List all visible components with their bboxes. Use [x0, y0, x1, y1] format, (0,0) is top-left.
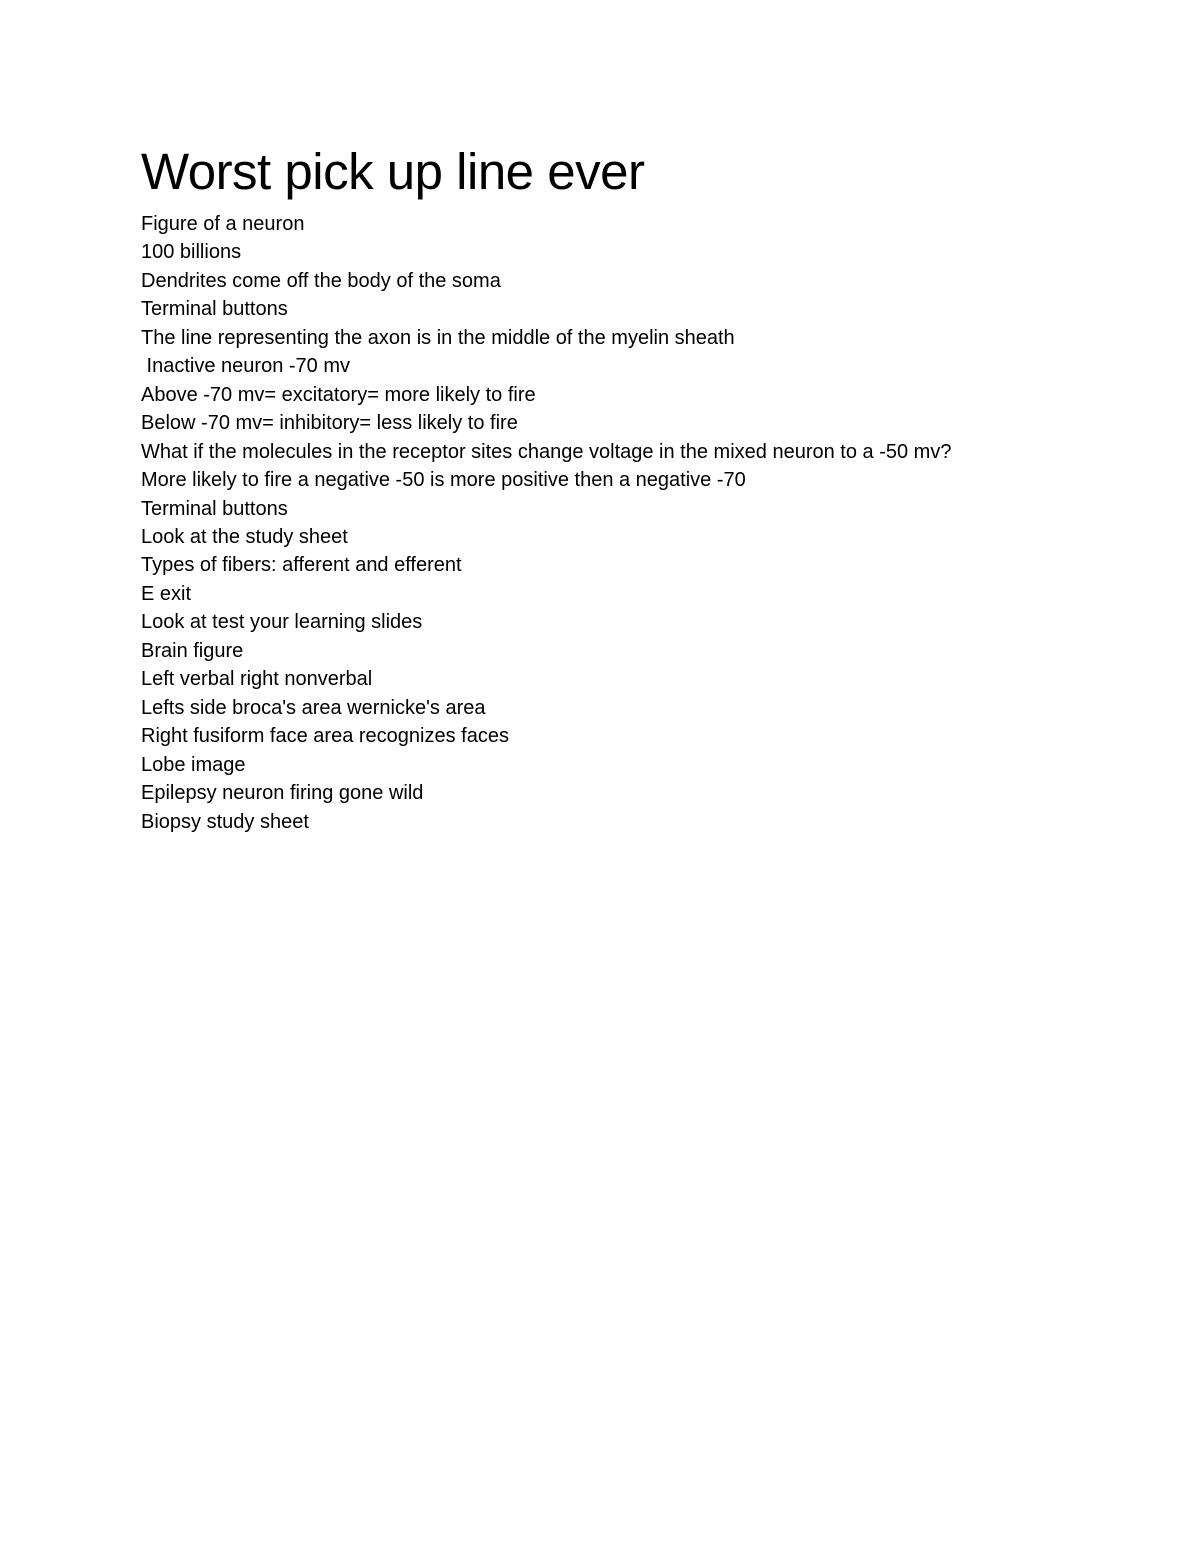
note-line: Inactive neuron -70 mv [141, 355, 350, 378]
notes-list [141, 210, 1141, 836]
note-line: Figure of a neuron [141, 213, 305, 235]
note-line: Terminal buttons [141, 298, 288, 321]
note-line: Above -70 mv= excitatory= more likely to fire [141, 383, 536, 406]
document-body [141, 140, 1141, 836]
note-line: Left verbal right nonverbal [141, 668, 373, 691]
note-line: Biopsy study sheet [141, 810, 309, 833]
note-line: Types of fibers: afferent and efferent [141, 554, 462, 577]
note-line: Right fusiform face area recognizes faces [141, 725, 509, 748]
note-line: Terminal buttons [141, 497, 288, 520]
note-line: 100 billions [141, 241, 242, 264]
note-line: What if the molecules in the receptor sites change voltage in the mixed neuron to a -50 mv? [141, 440, 952, 463]
note-line: Lefts side broca's area wernicke's area [141, 696, 486, 719]
note-line: Look at test your learning slides [141, 611, 423, 634]
note-line: Look at the study sheet [141, 525, 348, 548]
note-line: Below -70 mv= inhibitory= less likely to fire [141, 412, 518, 435]
note-line: Lobe image [141, 753, 246, 776]
note-line: Epilepsy neuron firing gone wild [141, 782, 424, 805]
note-line: The line representing the axon is in the middle of the myelin sheath [141, 326, 735, 349]
document-title: Worst pick up line ever [141, 143, 645, 200]
note-line: More likely to fire a negative -50 is more positive then a negative -70 [141, 469, 746, 492]
note-line: Dendrites come off the body of the soma [141, 269, 501, 292]
note-line: E exit [141, 582, 192, 605]
note-line: Brain figure [141, 639, 244, 662]
